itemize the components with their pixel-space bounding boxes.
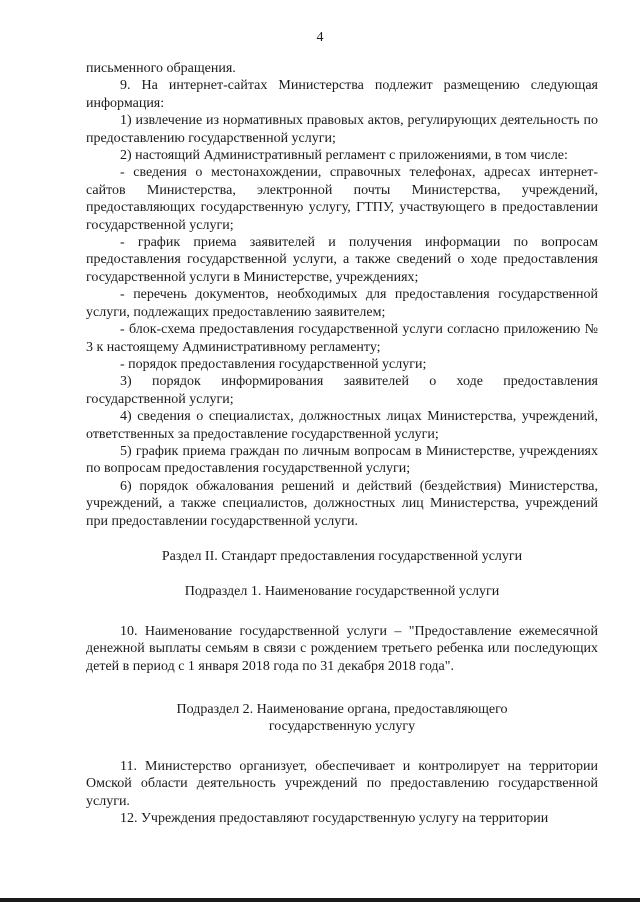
section-heading: Раздел II. Стандарт предоставления государственной услуги (161, 548, 523, 564)
paragraph: письменного обращения. (86, 61, 236, 76)
paragraph: - график приема заявителей и получения информации по вопросам предоставления государственной услуги, а также сведений о ходе предоставления государственной услуги в Министерстве, учреждениях; (86, 235, 598, 285)
paragraph: - блок-схема предоставления государственной услуги согласно приложению № 3 к настоящему Административному регламенту; (86, 322, 598, 355)
document-body (86, 60, 598, 827)
subsection-heading: Подраздел 1. Наименование государственной услуги (184, 584, 500, 600)
scan-edge (0, 898, 640, 902)
paragraph: 5) график приема граждан по личным вопросам в Министерстве, учреждениях по вопросам предоставления государственной услуги; (86, 443, 598, 477)
paragraph: 9. На интернет-сайтах Министерства подлежит размещению следующая информация: (86, 78, 598, 111)
paragraph: - порядок предоставления государственной услуги; (120, 356, 427, 372)
paragraph: 4) сведения о специалистах, должностных лицах Министерства, учреждений, ответственных за предоставление государственной услуги; (86, 409, 598, 442)
paragraph: 6) порядок обжалования решений и действий (бездействия) Министерства, учреждений, а также специалистов, должностных лиц Министерства, учреждений при предоставлении государственной услуги. (86, 478, 598, 529)
subsection-heading: Подраздел 2. Наименование органа, предоставляющего государственную услугу (176, 702, 508, 735)
paragraph: 2) настоящий Административный регламент с приложениями, в том числе: (120, 148, 568, 164)
paragraph: - перечень документов, необходимых для предоставления государственной услуги, подлежащих предоставлению заявителем; (86, 287, 598, 320)
paragraph: 1) извлечение из нормативных правовых актов, регулирующих деятельность по предоставлению государственной услуги; (86, 113, 598, 146)
page-number: 4 (316, 30, 324, 45)
paragraph: 10. Наименование государственной услуги – "Предоставление ежемесячной денежной выплаты семьям в связи с рождением третьего ребенка или последующих детей в период с 1 января 2018 года по 31 декабря 2018 года". (86, 623, 598, 674)
paragraph: 3) порядок информирования заявителей о ходе предоставления государственной услуги; (86, 374, 598, 407)
paragraph: 11. Министерство организует, обеспечивает и контролирует на территории Омской области деятельность учреждений по предоставлению государственной услуги. (86, 758, 598, 809)
paragraph: 12. Учреждения предоставляют государственную услугу на территории (120, 811, 549, 827)
paragraph: - сведения о местонахождении, справочных телефонах, адресах интернет-сайтов Министерства, электронной почты Министерства, учреждений, предоставляющих государственную услугу, ГТПУ, участвующего в предоставлении государственной услуги; (86, 165, 598, 233)
